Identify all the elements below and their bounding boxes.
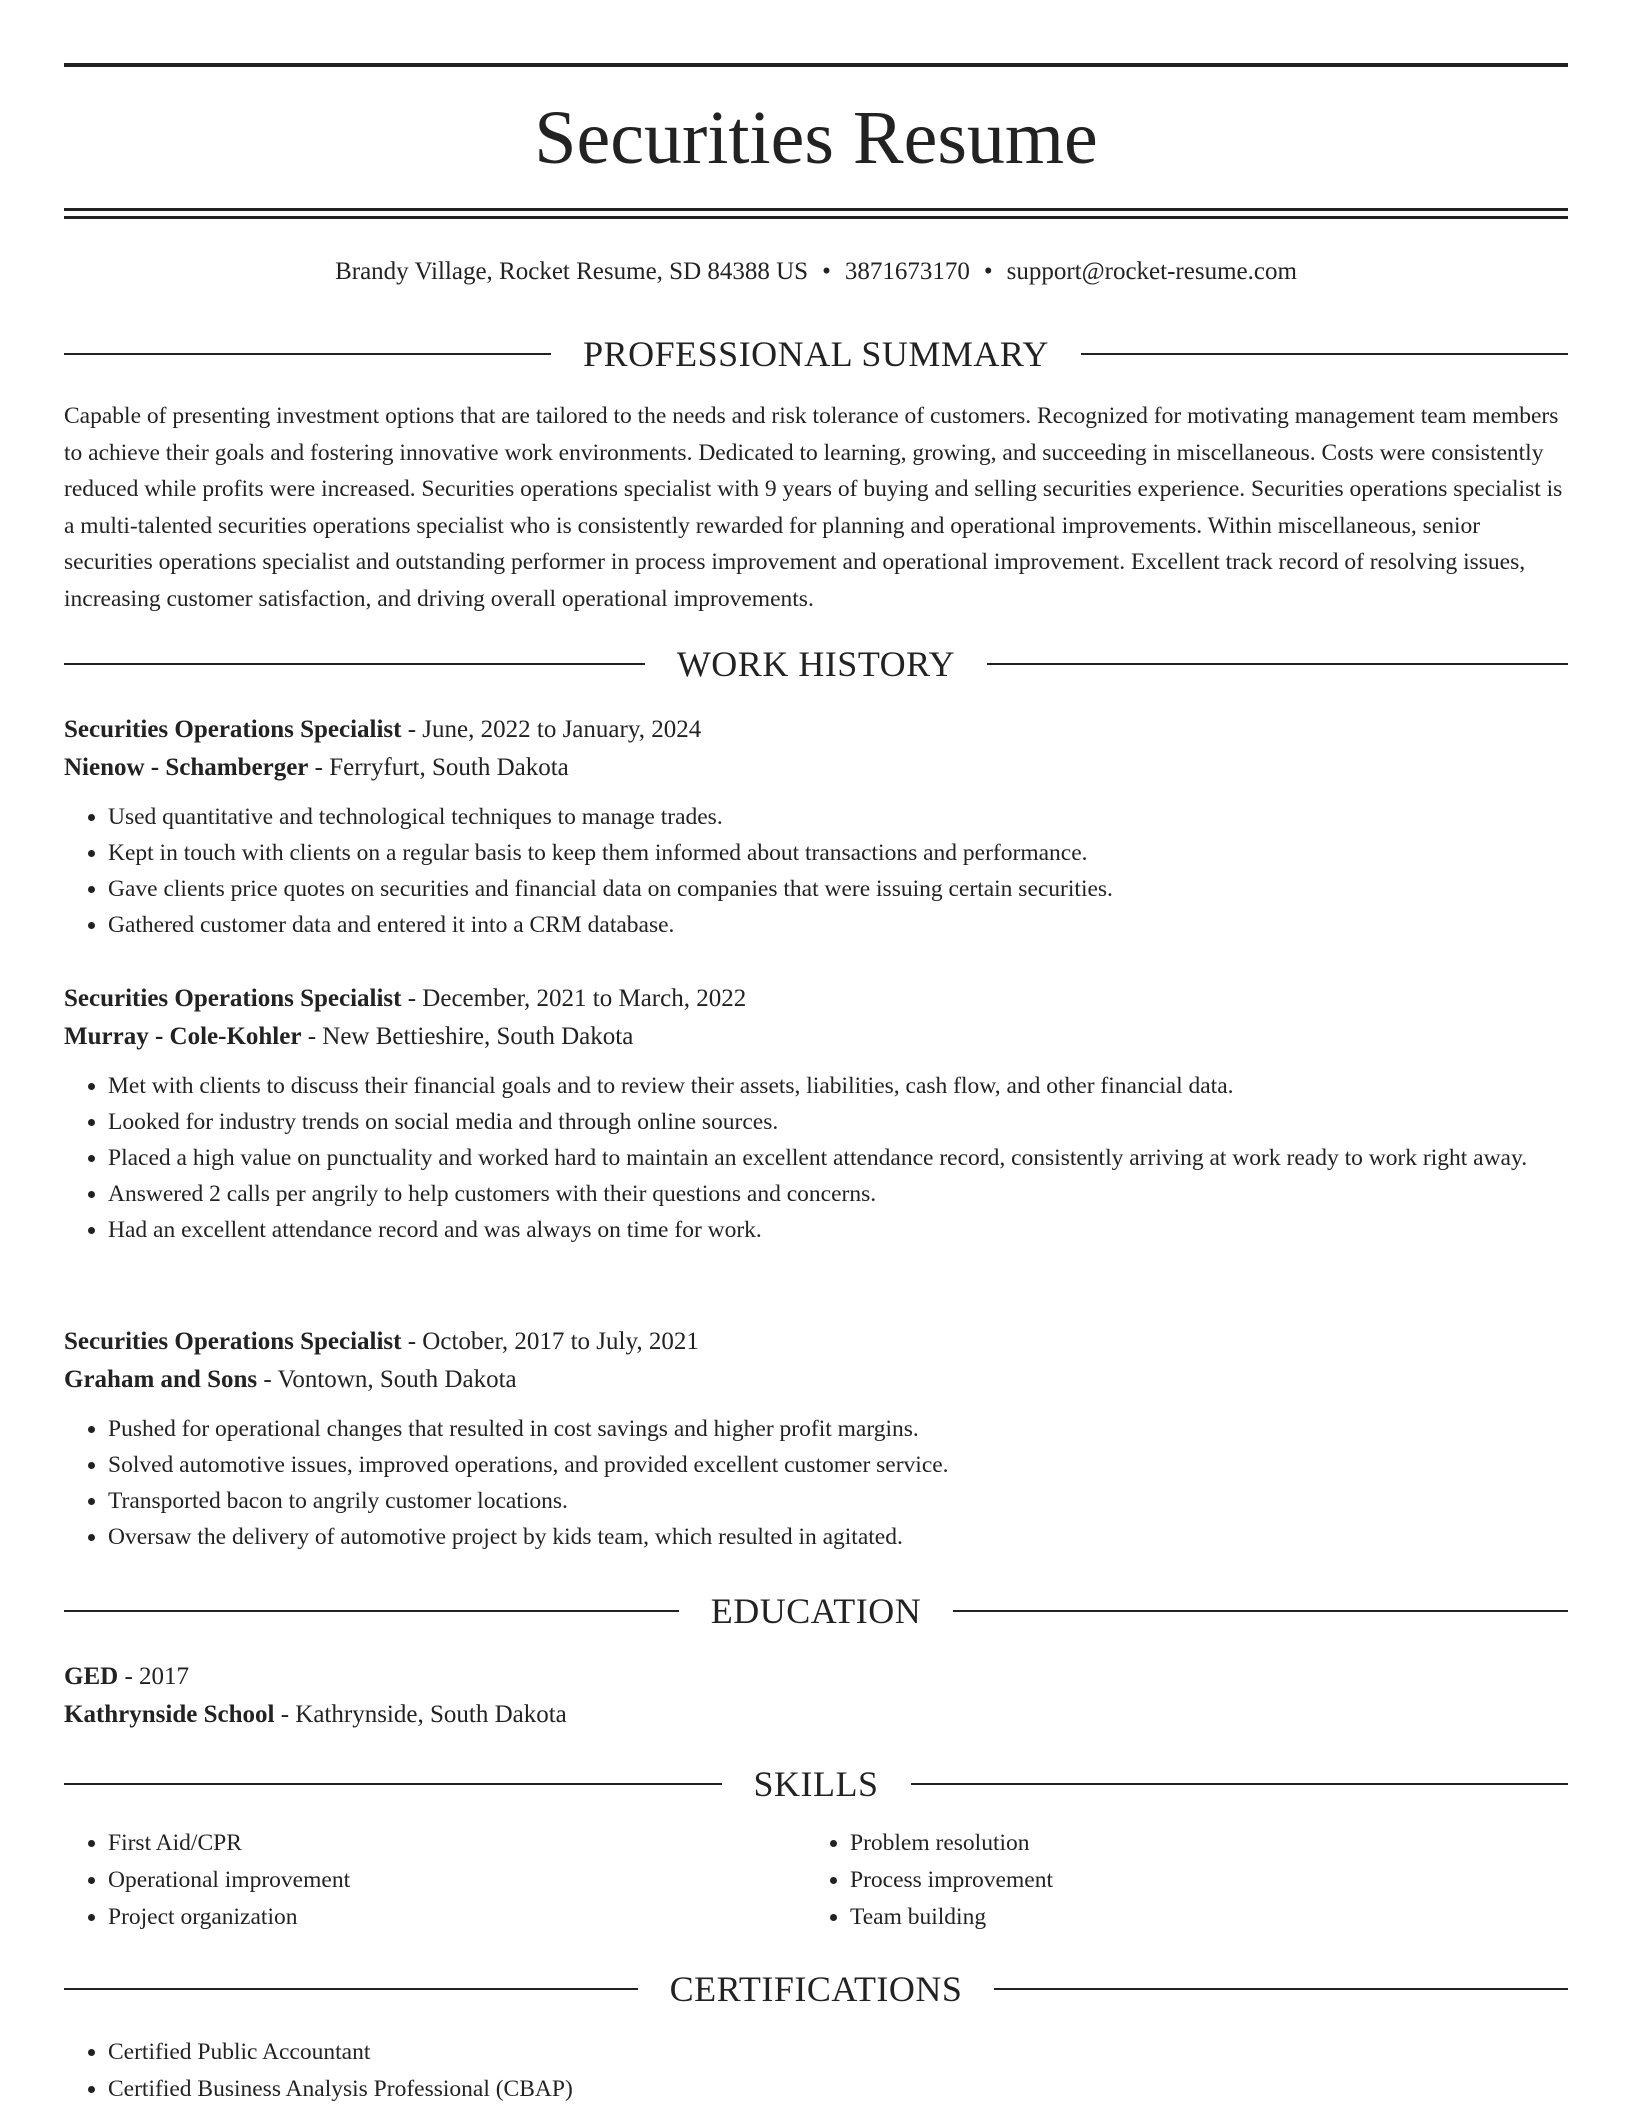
certifications-list	[64, 2034, 1568, 2108]
list-item: • Certified Business Analysis Professional (CBAP)	[108, 2071, 1568, 2108]
job-location: - Vontown, South Dakota	[257, 1366, 517, 1393]
job-company-line	[64, 749, 1568, 787]
contact-address: Brandy Village, Rocket Resume, SD 84388 US	[335, 258, 809, 285]
job-company: Nienow - Schamberger	[64, 754, 309, 781]
list-item: • Had an excellent attendance record and was always on time for work.	[108, 1212, 1568, 1248]
skills-column-left	[64, 1825, 806, 1936]
job-company: Murray - Cole-Kohler	[64, 1023, 302, 1050]
job-title: Securities Operations Specialist	[64, 716, 402, 743]
education-year: - 2017	[118, 1663, 190, 1690]
job-entry	[64, 980, 1568, 1248]
education-degree: GED	[64, 1663, 119, 1690]
job-title-line	[64, 711, 1568, 749]
contact-phone: 3871673170	[844, 258, 970, 285]
heading-rule	[64, 353, 551, 355]
heading-rule	[987, 663, 1568, 665]
contact-line	[64, 254, 1568, 290]
contact-separator: •	[983, 258, 993, 285]
section-title: PROFESSIONAL SUMMARY	[583, 334, 1049, 374]
section-title: EDUCATION	[710, 1591, 922, 1631]
list-item: • Operational improvement	[108, 1862, 806, 1899]
job-bullets	[64, 1411, 1568, 1555]
list-item: • Oversaw the delivery of automotive project by kids team, which resulted in agitated.	[108, 1519, 1568, 1555]
list-item: • Kept in touch with clients on a regular basis to keep them informed about transactions and performance.	[108, 835, 1568, 871]
section-heading-summary	[64, 334, 1568, 374]
list-item: • Team building	[850, 1899, 1548, 1936]
job-title-line	[64, 1323, 1568, 1361]
resume-title: Securities Resume	[534, 96, 1098, 180]
job-entry	[64, 711, 1568, 943]
list-item: • Gathered customer data and entered it into a CRM database.	[108, 907, 1568, 943]
job-company: Graham and Sons	[64, 1366, 258, 1393]
job-dates: - June, 2022 to January, 2024	[401, 716, 702, 743]
list-item: • Looked for industry trends on social media and through online sources.	[108, 1104, 1568, 1140]
education-entry	[64, 1658, 1568, 1734]
heading-rule	[64, 1783, 722, 1785]
list-item: • Solved automotive issues, improved operations, and provided excellent customer service.	[108, 1447, 1568, 1483]
list-item: • Answered 2 calls per angrily to help customers with their questions and concerns.	[108, 1176, 1568, 1212]
heading-rule	[64, 1610, 679, 1612]
list-item: • First Aid/CPR	[108, 1825, 806, 1862]
section-title: WORK HISTORY	[676, 644, 956, 684]
heading-rule	[911, 1783, 1569, 1785]
heading-rule	[64, 663, 645, 665]
heading-rule	[64, 1988, 638, 1990]
skills-list	[64, 1825, 1568, 1936]
job-title: Securities Operations Specialist	[64, 985, 402, 1012]
heading-rule	[953, 1610, 1568, 1612]
section-heading-certifications	[64, 1969, 1568, 2009]
list-item: • Certified Public Accountant	[108, 2034, 1568, 2071]
education-school: Kathrynside School	[64, 1701, 275, 1728]
job-company-line	[64, 1361, 1568, 1399]
job-dates: - October, 2017 to July, 2021	[401, 1328, 699, 1355]
job-title-line	[64, 980, 1568, 1018]
heading-rule	[1081, 353, 1568, 355]
job-dates: - December, 2021 to March, 2022	[401, 985, 747, 1012]
top-rule	[64, 63, 1568, 67]
list-item: • Placed a high value on punctuality and worked hard to maintain an excellent attendance record, consistently arriving at work ready to work right away.	[108, 1140, 1568, 1176]
job-company-line	[64, 1018, 1568, 1056]
list-item: • Used quantitative and technological techniques to manage trades.	[108, 799, 1568, 835]
list-item: • Transported bacon to angrily customer locations.	[108, 1483, 1568, 1519]
section-heading-education	[64, 1591, 1568, 1631]
list-item: • Met with clients to discuss their financial goals and to review their assets, liabilities, cash flow, and other financial data.	[108, 1068, 1568, 1104]
list-item: • Gave clients price quotes on securities and financial data on companies that were issuing certain securities.	[108, 871, 1568, 907]
section-heading-skills	[64, 1764, 1568, 1804]
job-entry	[64, 1323, 1568, 1555]
certifications-items	[64, 2034, 1568, 2108]
contact-email: support@rocket-resume.com	[1006, 258, 1297, 285]
education-school-line	[64, 1696, 1568, 1734]
contact-separator: •	[822, 258, 831, 285]
skills-column-right	[806, 1825, 1548, 1936]
heading-rule	[994, 1988, 1568, 1990]
section-heading-work-history	[64, 644, 1568, 684]
education-location: - Kathrynside, South Dakota	[274, 1701, 567, 1728]
section-title: SKILLS	[753, 1764, 879, 1804]
education-degree-line	[64, 1658, 1568, 1696]
job-title: Securities Operations Specialist	[64, 1328, 402, 1355]
title-rule-upper	[64, 208, 1568, 211]
job-bullets	[64, 799, 1568, 943]
list-item: • Process improvement	[850, 1862, 1548, 1899]
title-rule-lower	[64, 216, 1568, 219]
job-location: - Ferryfurt, South Dakota	[308, 754, 569, 781]
list-item: • Project organization	[108, 1899, 806, 1936]
section-title: CERTIFICATIONS	[669, 1969, 963, 2009]
list-item: • Pushed for operational changes that resulted in cost savings and higher profit margins.	[108, 1411, 1568, 1447]
list-item: • Problem resolution	[850, 1825, 1548, 1862]
summary-paragraph: Capable of presenting investment options that are tailored to the needs and risk tolerance of customers. Recognized for motivating management team members to achieve their goals and fostering innovative work environments. Dedicated to learning, growing, and succeeding in miscellaneous. Costs were consistently reduced while profits were increased. Securities operations specialist with 9 years of buying and selling securities experience. Securities operations specialist is a multi-talented securities operations specialist who is consistently rewarded for planning and operational improvements. Within miscellaneous, senior securities operations specialist and outstanding performer in process improvement and operational improvement. Excellent track record of resolving issues, increasing customer satisfaction, and driving overall operational improvements.	[64, 403, 1563, 612]
job-bullets	[64, 1068, 1568, 1248]
job-location: - New Bettieshire, South Dakota	[301, 1023, 634, 1050]
